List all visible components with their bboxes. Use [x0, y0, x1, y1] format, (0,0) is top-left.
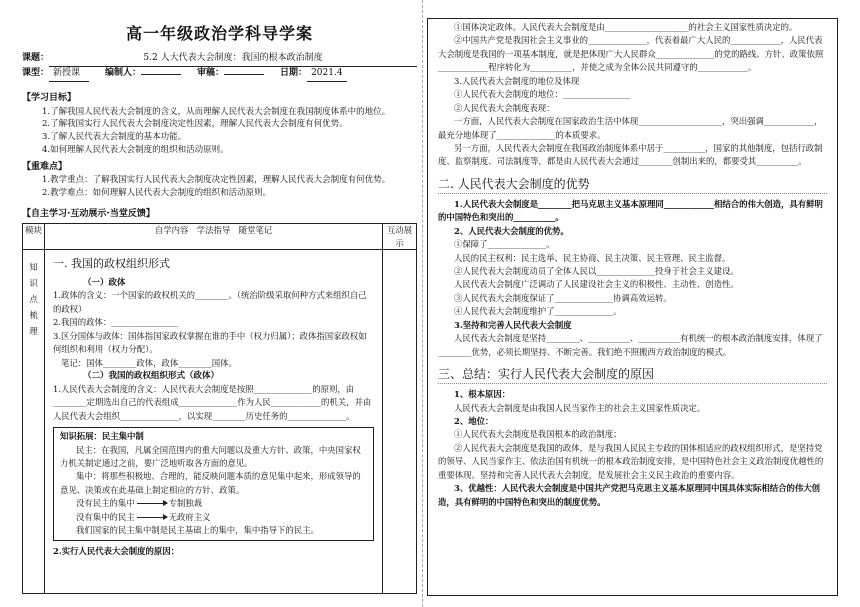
side-char: 识: [29, 278, 38, 289]
meta-row: [22, 67, 417, 82]
right-para: ②人民代表大会制度表现：: [454, 102, 555, 113]
topic-label: 课题：: [22, 53, 50, 63]
right-para: 另一方面，人民代表大会制度在我国政治制度体系中居于__________，国家的其他制度，包括行政制度、监察制度、司法制度等，都是由人民代表大会通过________创制出来的，都要受其__________。: [438, 142, 823, 167]
goals-list: [22, 106, 417, 157]
goals-heading: 【学习目标】: [22, 93, 77, 103]
section1-title: 一. 我国的政权组织形式: [53, 257, 170, 271]
right-para: 一方面，人民代表大会制度在国家政治生活中体现____________________，突出强调____________，最充分地体现了______________的本质要求。: [438, 116, 823, 140]
editor-blank: [141, 74, 181, 75]
goal-item: 3.了解人民代表大会制度的基本功能。: [42, 132, 187, 142]
type-label: 课型：: [22, 68, 50, 78]
keypoint-item: 2.教学难点：如何理解人民代表大会制度的组织和活动原则。: [42, 187, 272, 198]
goal-item: 1.了解我国人民代表大会制度的含义，从而理解人民代表大会制度在我国制度体系中的地位。: [42, 106, 391, 117]
topic-value: 5.2 人大代表大会制度：我国的根本政治制度: [49, 52, 417, 67]
right-para: 3.人民代表大会制度的地位及体现: [454, 75, 580, 86]
goal-item: 2.了解我国实行人民代表大会制度决定性因素，理解人民代表大会制度有何优势。: [42, 119, 348, 130]
side-label: [23, 250, 45, 594]
study-table: [22, 223, 417, 594]
column-divider: [422, 0, 423, 607]
subsection-polity: （一）政体: [83, 277, 126, 288]
s2-para: ①保障了______________。: [454, 239, 555, 250]
content-cell: [45, 250, 383, 594]
s2-para: 人民代表大会制度是坚持________、__________、__________有机统一的根本政治制度安排，体现了________优势，必须长期坚持、不断完善。我们绝不照搬西方政治制度的模式。: [438, 333, 823, 357]
line-4: 笔记：国体________政体，政体________国体。: [61, 357, 237, 368]
line-6: 2.实行人民代表大会制度的原因：: [53, 545, 179, 556]
interact-cell: [383, 250, 417, 594]
topic-row: [22, 52, 417, 67]
box-relation: [60, 497, 367, 510]
line-2: 2.我国的政体：________________: [53, 317, 179, 328]
keypoints-list: [22, 174, 417, 200]
arrow-icon: [137, 517, 167, 518]
line-1: 1.政体的含义：一个国家的政权机关的________。（统治阶级采取何种方式来组织自己的政权）: [53, 290, 367, 314]
right-column: [427, 18, 838, 596]
side-char: 点: [29, 294, 38, 305]
right-content: [428, 19, 837, 511]
relation-left: 没有民主的集中: [76, 498, 135, 509]
right-para: ①人民代表大会制度的地位：________________: [454, 89, 630, 100]
page-title: 高一年级政治学科导学案: [125, 24, 313, 43]
right-para: ①国体决定政体。人民代表大会制度是由____________________的社会主义国家性质决定的。: [454, 22, 798, 32]
s2-para: 2、人民代表大会制度的优势。: [454, 225, 569, 236]
box-para: 民主：在我国，凡属全国范围内的重大问题以及重大方针、政策，中央国家权力机关制定通过之前，要广泛地听取各方面的意见。: [60, 444, 361, 469]
box-para: 集中：将那些积极地、合理的，能反映问题本质的意见集中起来，形成领导的意见、决策或在此基础上制定相应的方针、政策。: [60, 471, 361, 495]
box-para: 我们国家的民主集中制是民主基础上的集中，集中指导下的民主。: [76, 525, 319, 536]
left-column: [22, 18, 417, 594]
s3-para: 3、优越性：人民代表大会制度是中国共产党把马克思主义基本原理同中国具体实际相结合的伟大创造，具有鲜明的中国特色和突出的制度优势。: [438, 483, 820, 507]
date-value: 2021.4: [307, 67, 347, 82]
box-title: 知识拓展：民主集中制: [60, 431, 144, 442]
relation-right: 专制独裁: [168, 498, 203, 509]
s2-para: ④人民代表大会制度维护了______________。: [454, 306, 622, 317]
col-module: 模块: [23, 224, 45, 250]
table-heading: 【自主学习·互动展示·当堂反馈】: [22, 208, 155, 219]
col-interact: 互动展示: [383, 224, 417, 250]
s2-para: 3.坚持和完善人民代表大会制度: [454, 319, 572, 330]
side-char: 理: [29, 326, 38, 337]
s2-para: 1.人民代表大会制度是________把马克思主义基本原理同____________相结合的伟大创造，具有鲜明的中国特色和突出的__________。: [438, 198, 823, 223]
reviewer-blank: [224, 74, 264, 75]
subsection-form: （二）我国的政权组织形式（政体）: [83, 371, 220, 382]
s3-para: 1、根本原因：: [454, 389, 511, 400]
editor-label: 编制人：: [105, 68, 142, 78]
type-value: 新授课: [49, 67, 89, 82]
line-3: 3.区分国体与政体：国体指国家政权掌握在谁的手中（权力归属）；政体指国家政权如何组织和利用（权力分配）。: [53, 330, 367, 355]
line-5: 1.人民代表大会制度的含义：人民代表大会制度是按照______________的原则，由________定期选出自己的代表组成______________作为人民____________的机关，并由人民代表大会组织______________，以实现________历史任务的______________。: [53, 383, 372, 421]
date-label: 日期：: [280, 68, 308, 78]
s3-para: ①人民代表大会制度是我国根本的政治制度；: [454, 429, 622, 440]
box-relation: [60, 511, 367, 524]
s3-para: 2、地位：: [454, 415, 494, 426]
relation-left: 没有集中的民主: [76, 511, 135, 522]
side-char: 知: [29, 262, 38, 273]
col-content: 自学内容 学法指导 随堂笔记: [45, 224, 383, 250]
side-char: 梳: [29, 310, 38, 321]
section3-title: 三、总结：实行人民代表大会制度的原因: [438, 365, 827, 384]
section2-title: 二. 人民代表大会制度的优势: [438, 175, 827, 194]
goal-item: 4.如何理解人民代表大会制度的组织和活动原则。: [42, 144, 229, 155]
keypoints-heading: 【重难点】: [22, 161, 68, 172]
s3-para: ②人民代表大会制度是我国的政体，是与我国人民民主专政的国体相适应的政权组织形式，是坚持党的领导、人民当家作主、依法治国有机统一的根本政治制度安排，是中国特色社会主义政治制度优越性的重要体现。坚持和完善人民代表大会制度，是发展社会主义民主政治的重要内容。: [438, 442, 824, 480]
knowledge-box: [53, 427, 374, 541]
relation-right: 无政府主义: [168, 511, 211, 522]
s2-para: 人民代表大会制度广泛调动了人民建设社会主义的积极性、主动性、创造性。: [454, 279, 739, 290]
reviewer-label: 审稿：: [197, 68, 225, 78]
keypoint-item: 1.教学重点：了解我国实行人民代表大会制度决定性因素，理解人民代表大会制度有何优势。: [42, 175, 391, 185]
s2-para: 人民的民主权利：民主选举、民主协商、民主决策、民主管理、民主监督。: [454, 252, 731, 263]
s2-para: ②人民代表大会制度动员了全体人民以______________投身于社会主义建设。: [454, 266, 739, 276]
arrow-icon: [137, 503, 167, 504]
s3-para: 人民代表大会制度是由我国人民当家作主的社会主义国家性质决定。: [454, 402, 706, 413]
right-para: ②中国共产党是我国社会主义事业的______________，代表着最广大人民的____________，人民代表大会制度是我国的一项基本制度，就是把体现广大人民群众______________的党的路线、方针、政策依照____________程序转化为__________，并使之成为全体公民共同遵守的____________。: [438, 35, 824, 73]
s2-para: ③人民代表大会制度保证了______________协调高效运转。: [454, 292, 672, 303]
